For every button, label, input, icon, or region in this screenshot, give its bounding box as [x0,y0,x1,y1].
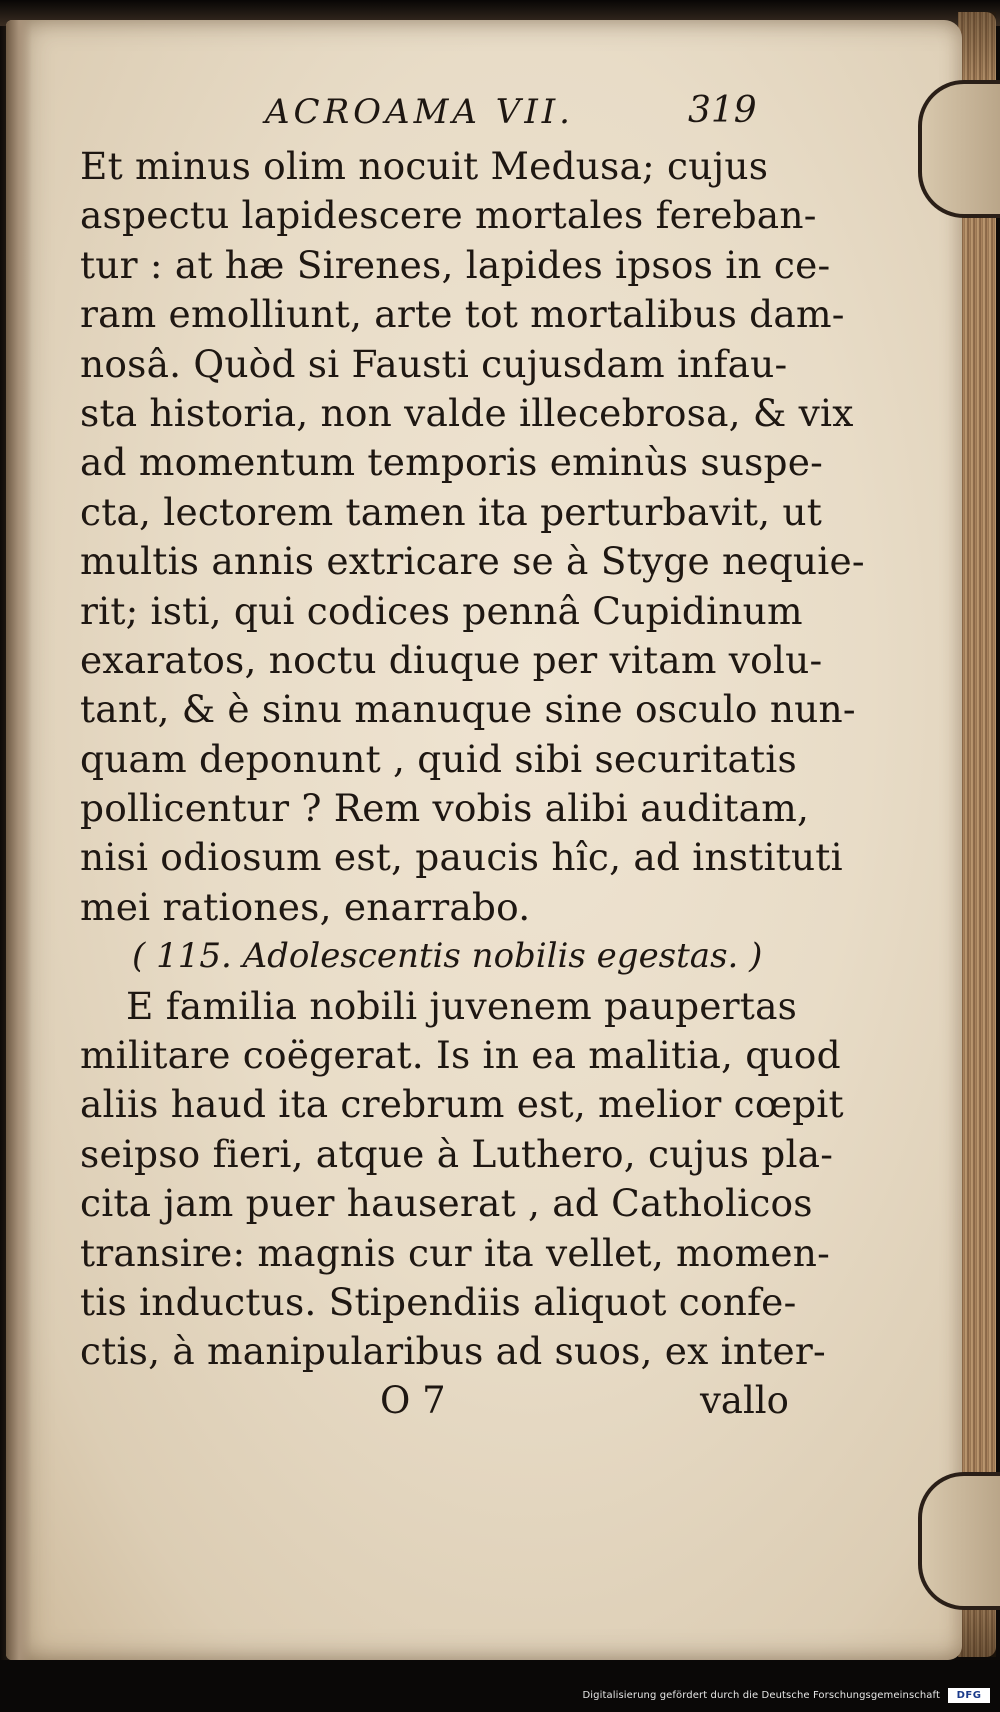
dfg-logo: DFG [948,1688,990,1703]
body-line: aliis haud ita crebrum est, melior cœpit [80,1082,844,1127]
digitization-credit: Digitalisierung gefördert durch die Deutsche Forschungsgemeinschaft [582,1690,940,1701]
body-line: rit; isti, qui codices pennâ Cupidinum [80,588,803,633]
page-header [80,80,800,142]
book-fore-edge [958,12,996,1657]
body-line: tant, & è sinu manuque sine osculo nun- [80,687,856,732]
signature-mark: O 7 [380,1378,446,1422]
body-line: sta historia, non valde illecebrosa, & vix [80,390,854,435]
body-line: mei rationes, enarrabo. [80,884,531,929]
running-head: ACROAMA VII. [265,92,574,132]
page-number: 319 [688,90,757,131]
footer-strip [0,1660,1000,1712]
page-footer [80,1377,800,1433]
body-line: Et minus olim nocuit Medusa; cujus [80,144,769,188]
section-heading: ( 115. Adolescentis nobilis egestas. ) [132,936,763,977]
body-line: E familia nobili juvenem paupertas [126,983,798,1028]
body-line: seipso fieri, atque à Luthero, cujus pla- [80,1131,834,1176]
page-gutter [6,20,32,1660]
catchword: vallo [700,1378,789,1422]
body-line: cita jam puer hauserat , ad Catholicos [80,1181,813,1226]
body-line: multis annis extricare se à Styge nequie- [80,539,865,584]
body-line: ad momentum temporis eminùs suspe- [80,440,824,485]
clasp-top [918,80,1000,218]
body-line: tis inductus. Stipendiis aliquot confe- [80,1279,797,1324]
page-text [80,80,865,1433]
body-line: ctis, à manipularibus ad suos, ex inter- [80,1329,826,1374]
body-line: nisi odiosum est, paucis hîc, ad instituti [80,835,843,880]
body-line: cta, lectorem tamen ita perturbavit, ut [80,489,823,534]
body-line: pollicentur ? Rem vobis alibi auditam, [80,786,810,831]
body-line: exaratos, noctu diuque per vitam volu- [80,637,823,682]
body-line: transire: magnis cur ita vellet, momen- [80,1230,830,1275]
clasp-bottom [918,1472,1000,1610]
body-line: nosâ. Quòd si Fausti cujusdam infau- [80,341,788,386]
body-line: aspectu lapidescere mortales fereban- [80,193,817,238]
body-line: tur : at hæ Sirenes, lapides ipsos in ce- [80,242,831,287]
body-line: quam deponunt , quid sibi securitatis [80,736,797,781]
body-line: ram emolliunt, arte tot mortalibus dam- [80,292,845,337]
body-line: militare coëgerat. Is in ea malitia, quod [80,1033,841,1078]
